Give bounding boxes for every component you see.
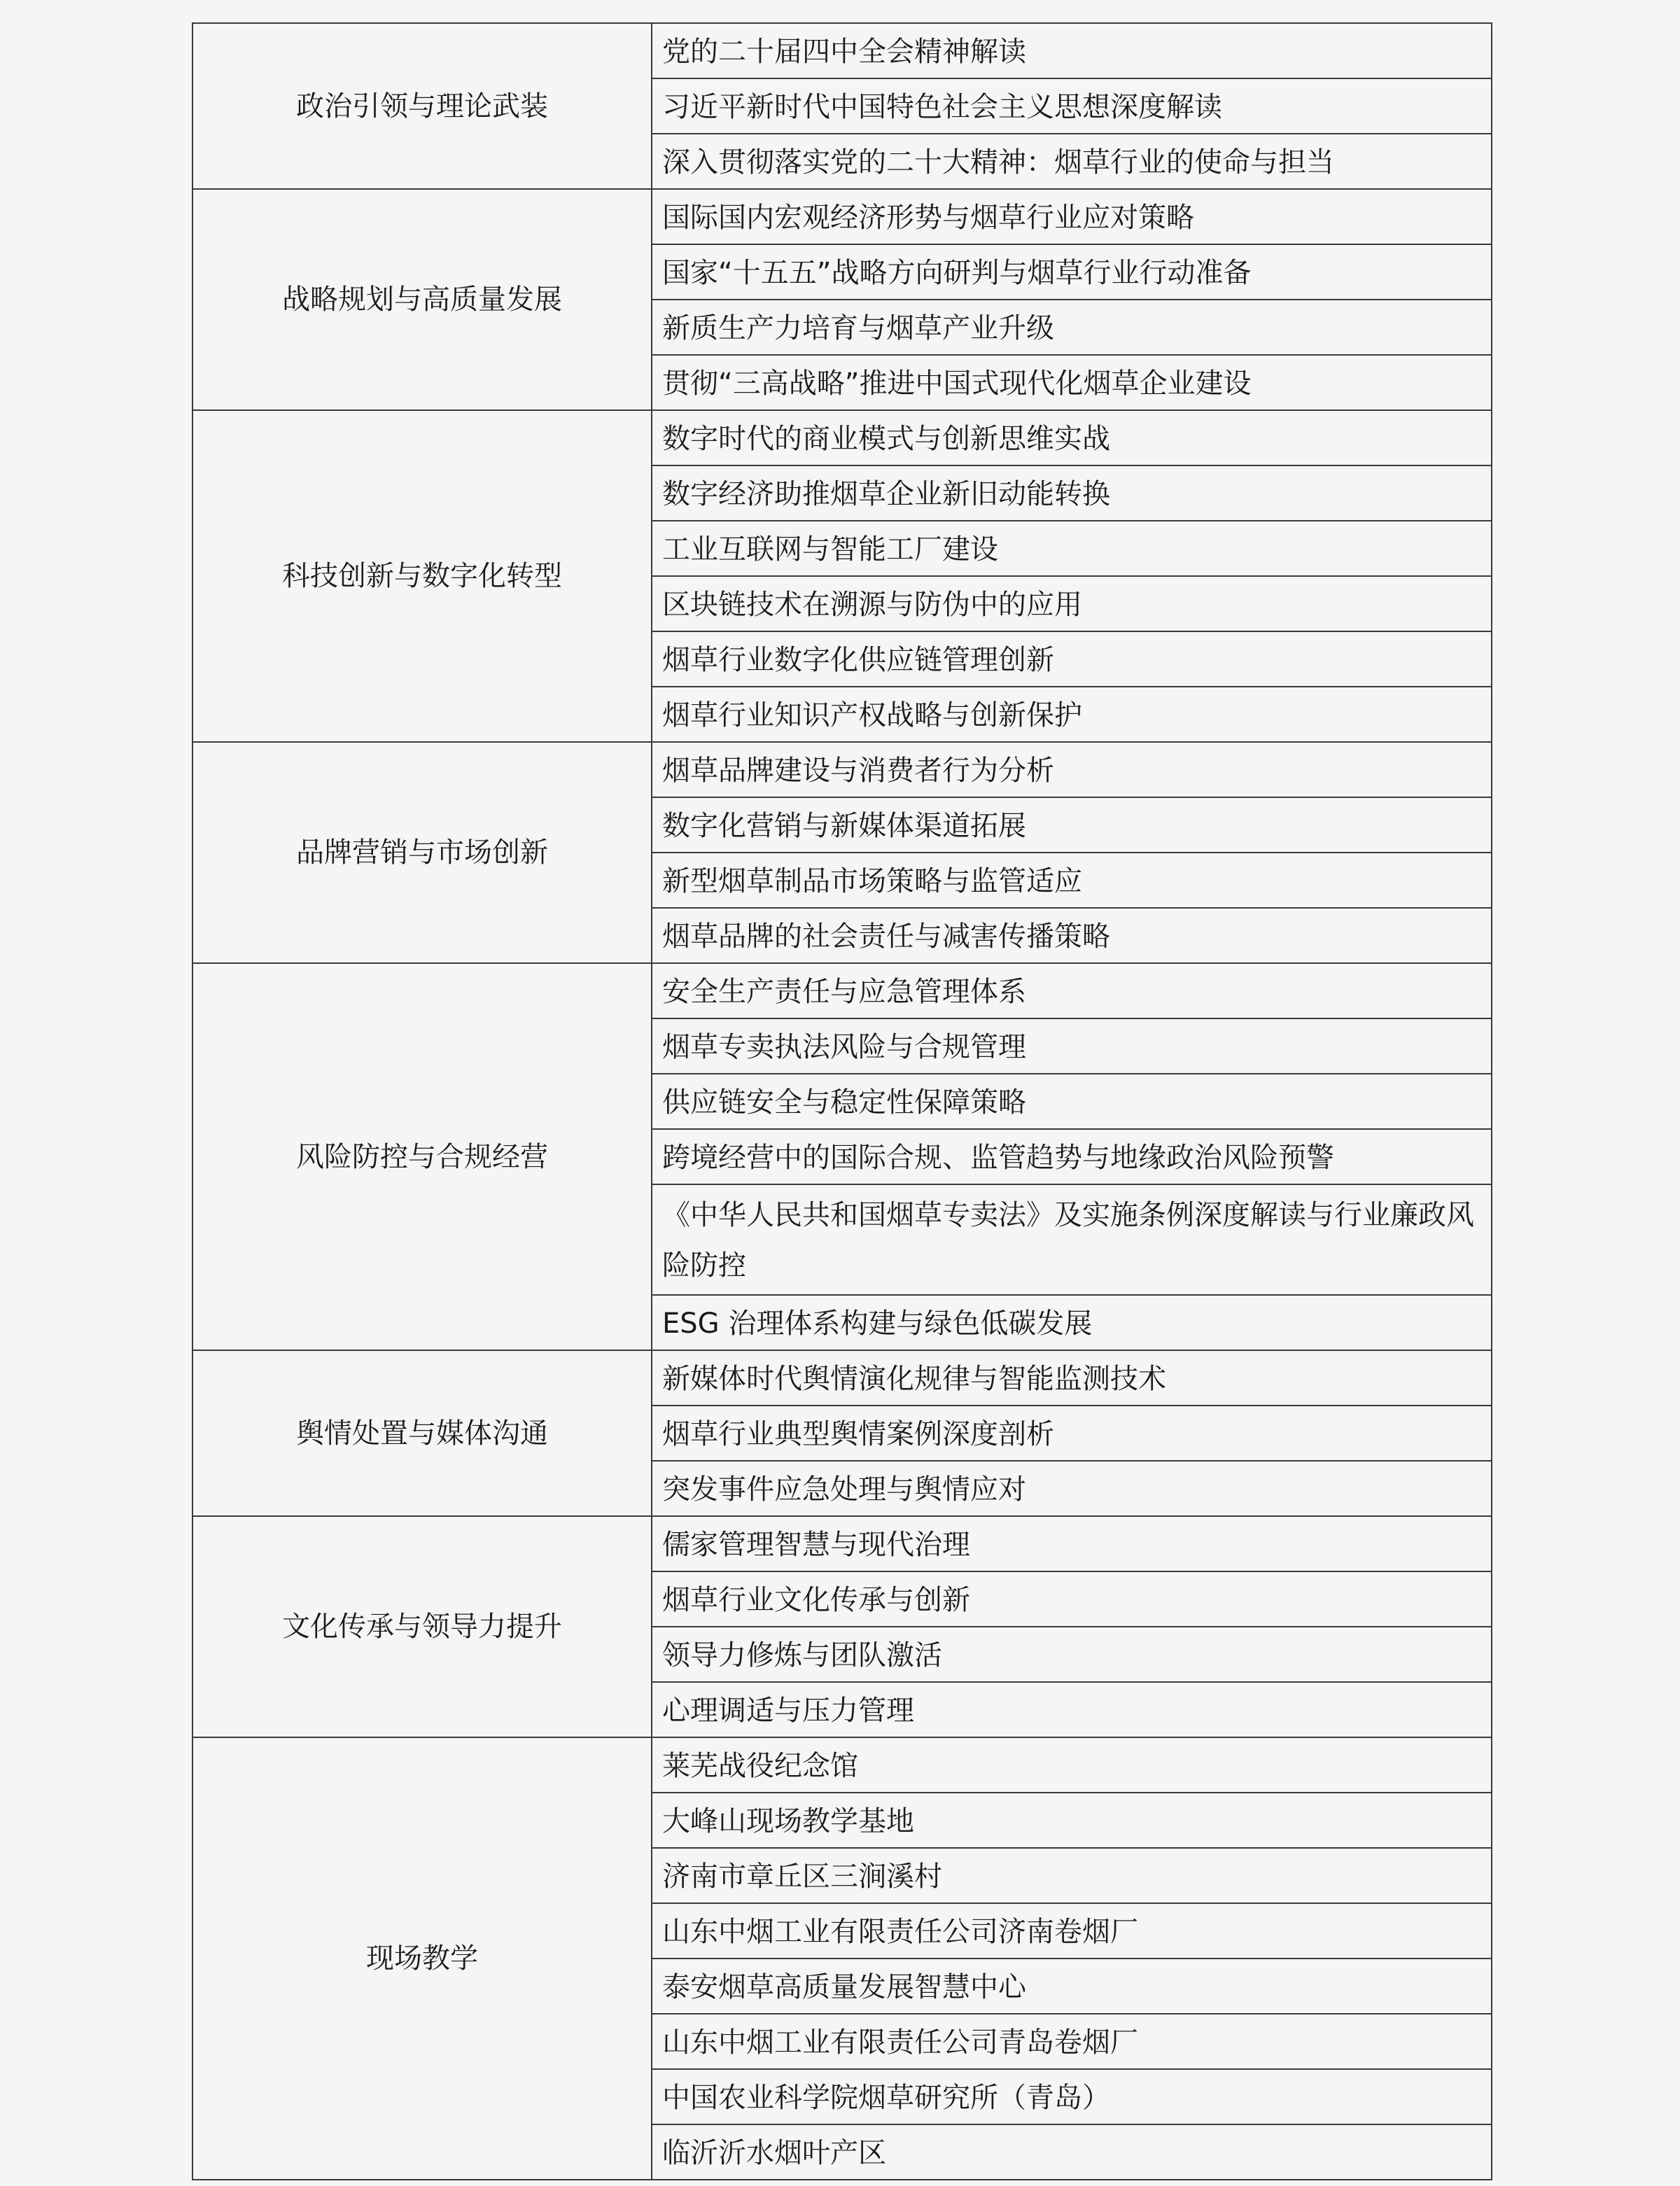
table-row (192, 742, 1492, 797)
course-cell: 突发事件应急处理与舆情应对 (652, 1461, 1492, 1516)
curriculum-table-container (192, 22, 1492, 2180)
category-cell: 战略规划与高质量发展 (192, 189, 652, 410)
course-cell: 领导力修炼与团队激活 (652, 1627, 1492, 1682)
course-cell: 国家“十五五”战略方向研判与烟草行业行动准备 (652, 244, 1492, 300)
course-cell: 安全生产责任与应急管理体系 (652, 963, 1492, 1018)
course-cell: 大峰山现场教学基地 (652, 1793, 1492, 1848)
category-cell: 科技创新与数字化转型 (192, 410, 652, 742)
curriculum-table-body (192, 23, 1492, 2180)
table-row (192, 1516, 1492, 1571)
course-cell: 烟草行业知识产权战略与创新保护 (652, 687, 1492, 742)
category-cell: 政治引领与理论武装 (192, 23, 652, 189)
course-cell: 烟草行业典型舆情案例深度剖析 (652, 1406, 1492, 1461)
course-cell: 《中华人民共和国烟草专卖法》及实施条例深度解读与行业廉政风险防控 (652, 1184, 1492, 1295)
course-cell: 济南市章丘区三涧溪村 (652, 1848, 1492, 1903)
table-row (192, 23, 1492, 78)
course-cell: 贯彻“三高战略”推进中国式现代化烟草企业建设 (652, 355, 1492, 410)
category-cell: 风险防控与合规经营 (192, 963, 652, 1350)
course-cell: 习近平新时代中国特色社会主义思想深度解读 (652, 78, 1492, 134)
course-cell: 山东中烟工业有限责任公司青岛卷烟厂 (652, 2014, 1492, 2069)
category-cell: 现场教学 (192, 1737, 652, 2180)
course-cell: 儒家管理智慧与现代治理 (652, 1516, 1492, 1571)
course-cell: 烟草品牌建设与消费者行为分析 (652, 742, 1492, 797)
course-cell: 莱芜战役纪念馆 (652, 1737, 1492, 1793)
course-cell: 心理调适与压力管理 (652, 1682, 1492, 1737)
course-cell: 烟草行业数字化供应链管理创新 (652, 631, 1492, 687)
course-cell: 数字化营销与新媒体渠道拓展 (652, 797, 1492, 853)
course-cell: 新型烟草制品市场策略与监管适应 (652, 853, 1492, 908)
course-cell: ESG 治理体系构建与绿色低碳发展 (652, 1295, 1492, 1350)
table-row (192, 1737, 1492, 1793)
table-row (192, 963, 1492, 1018)
course-cell: 泰安烟草高质量发展智慧中心 (652, 1959, 1492, 2014)
course-cell: 区块链技术在溯源与防伪中的应用 (652, 576, 1492, 631)
course-cell: 跨境经营中的国际合规、监管趋势与地缘政治风险预警 (652, 1129, 1492, 1184)
course-cell: 数字经济助推烟草企业新旧动能转换 (652, 465, 1492, 521)
course-cell: 新媒体时代舆情演化规律与智能监测技术 (652, 1350, 1492, 1406)
course-cell: 国际国内宏观经济形势与烟草行业应对策略 (652, 189, 1492, 244)
table-row (192, 189, 1492, 244)
course-cell: 烟草品牌的社会责任与减害传播策略 (652, 908, 1492, 963)
category-cell: 文化传承与领导力提升 (192, 1516, 652, 1737)
course-cell: 中国农业科学院烟草研究所（青岛） (652, 2069, 1492, 2124)
course-cell: 数字时代的商业模式与创新思维实战 (652, 410, 1492, 465)
table-row (192, 1350, 1492, 1406)
course-cell: 工业互联网与智能工厂建设 (652, 521, 1492, 576)
course-cell: 临沂沂水烟叶产区 (652, 2124, 1492, 2180)
course-cell: 烟草专卖执法风险与合规管理 (652, 1018, 1492, 1074)
course-cell: 山东中烟工业有限责任公司济南卷烟厂 (652, 1903, 1492, 1959)
curriculum-table (192, 22, 1492, 2180)
table-row (192, 410, 1492, 465)
course-cell: 烟草行业文化传承与创新 (652, 1571, 1492, 1627)
course-cell: 深入贯彻落实党的二十大精神：烟草行业的使命与担当 (652, 134, 1492, 189)
course-cell: 供应链安全与稳定性保障策略 (652, 1074, 1492, 1129)
course-cell: 新质生产力培育与烟草产业升级 (652, 300, 1492, 355)
course-cell: 党的二十届四中全会精神解读 (652, 23, 1492, 78)
category-cell: 舆情处置与媒体沟通 (192, 1350, 652, 1516)
category-cell: 品牌营销与市场创新 (192, 742, 652, 963)
